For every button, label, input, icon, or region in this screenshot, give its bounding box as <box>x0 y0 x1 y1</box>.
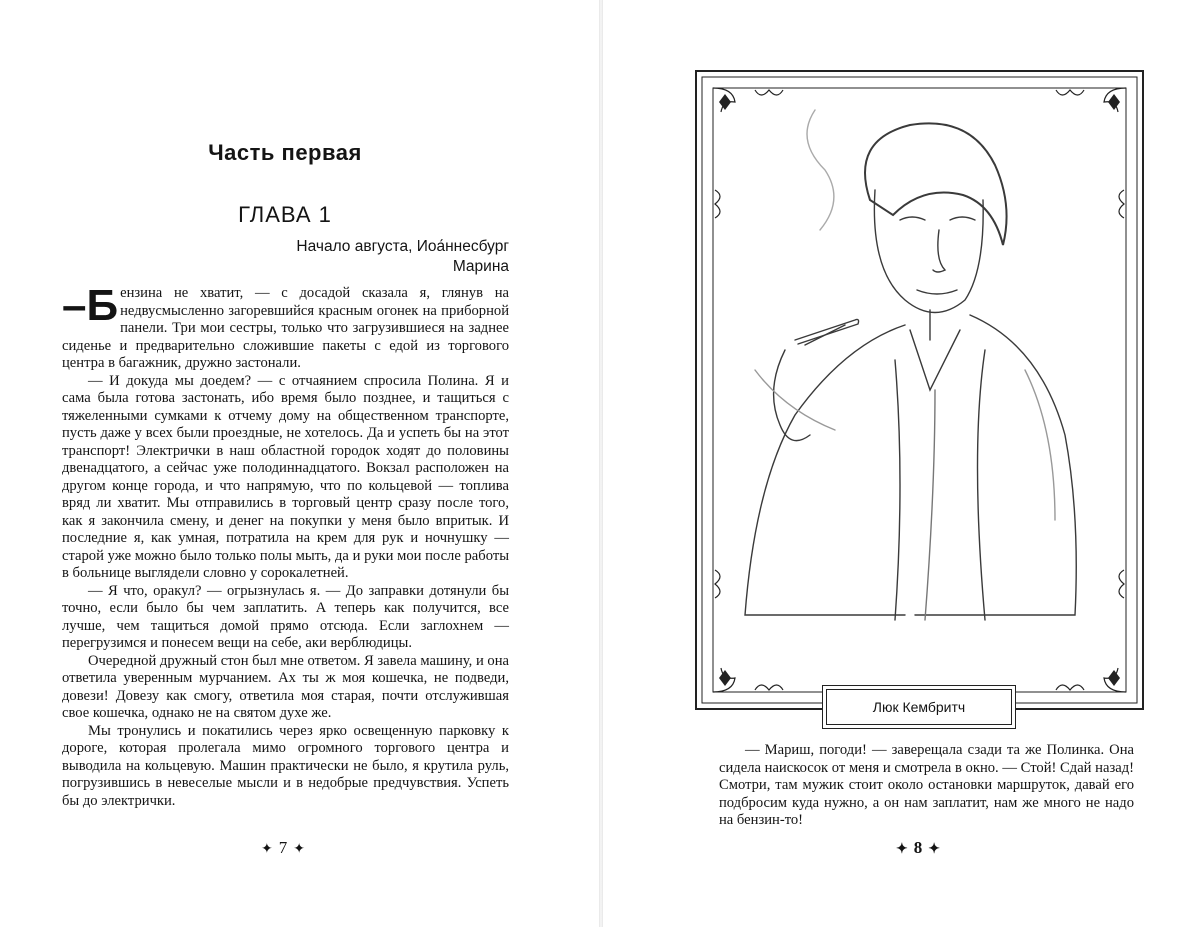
page-number-right: ✦ 8 ✦ <box>896 838 940 857</box>
left-page <box>0 0 599 927</box>
paragraph: Мы тронулись и покатились через ярко освещенную парковку к дороге, которая пролегала мимо огромного торгового центра и выводила на кольцевую. Машин практически не было, я крутила руль, погрузившись в невеселые мысли и в недобрые предчувствия. Успеть бы до электрички. <box>62 722 509 809</box>
part-title: Часть первая <box>208 140 362 165</box>
folio-ornament-icon: ✦ <box>261 842 273 857</box>
folio-ornament-icon: ✦ <box>896 842 908 857</box>
paragraph: –Б ензина не хватит, — с досадой сказала я, глянув на недвусмысленно загоревшийся красным огонек на приборной панели. Три мои сестры, только что загрузившиеся на заднее сиденье и предварительно сложившие пакеты с едой из торгового центра в багажник, дружно застонали. <box>62 281 509 371</box>
portrait-illustration <box>695 70 1144 710</box>
chapter-subtitle <box>209 237 509 277</box>
illustration-frame <box>695 70 1144 710</box>
folio-ornament-icon: ✦ <box>293 842 305 857</box>
paragraph: — И докуда мы доедем? — с отчаянием спросила Полина. Я и сама была готова застонать, ибо время было позднее, и тащиться с тяжеленными сумками к отчему дому на общественном транспорте, пусть даже у всех были проездные, не хотелось. Да и успеть бы на этот транспорт! Электрички в наш областной городок ходят до половины двенадцатого, а сейчас уже полодиннадцатого. Вокзал расположен на другом конце города, и что напрямую, что по кольцевой — топлива вряд ли хватит. Мы отправились в торговый центр сразу после того, как я закончила смену, и денег на покупки у меня было впритык. И последние я, как умная, потратила на крем для рук и ночнушку — старой уже можно было только полы мыть, да и руки мои после работы в больнице выглядели словно у сорокалетней. <box>62 372 509 581</box>
page-number-left: ✦ 7 ✦ <box>261 838 305 857</box>
folio-ornament-icon: ✦ <box>928 842 940 857</box>
chapter-character: Марина <box>452 258 509 275</box>
paragraph: Очередной дружный стон был мне ответом. Я завела машину, и она ответила уверенным мурчанием. Ах ты ж моя кошечка, не подведи, довези! Довезу как смогу, ответила моя старая, почти отслужившая свое кошечка, однако не на святом духе же. <box>62 652 509 721</box>
paragraph: — Мариш, погоди! — заверещала сзади та же Полинка. Она сидела наискосок от меня и смотрела в окно. — Стой! Сдай назад! Смотри, там мужик стоит около остановки маршруток, давай его подбросим куда нужно, а он нам заплатит, нам же много не надо на бензин-то! <box>719 742 1134 828</box>
chapter-place: Начало августа, Иоа́ннесбург <box>296 238 509 255</box>
right-body-text <box>719 742 1134 830</box>
illustration-caption: Люк Кембритч <box>826 689 1012 725</box>
paragraph: — Я что, оракул? — огрызнулась я. — До заправки дотянули бы точно, если было бы чем заплатить. А теперь как получится, все лучше, чем тащиться домой прямо отсюда. Если заглохнем — перегрузимся и понесем вещи на себе, аки верблюдицы. <box>62 582 509 651</box>
drop-cap: –Б <box>62 281 119 330</box>
left-body-text <box>62 281 509 810</box>
chapter-title: ГЛАВА 1 <box>238 202 332 227</box>
right-page <box>603 0 1201 927</box>
